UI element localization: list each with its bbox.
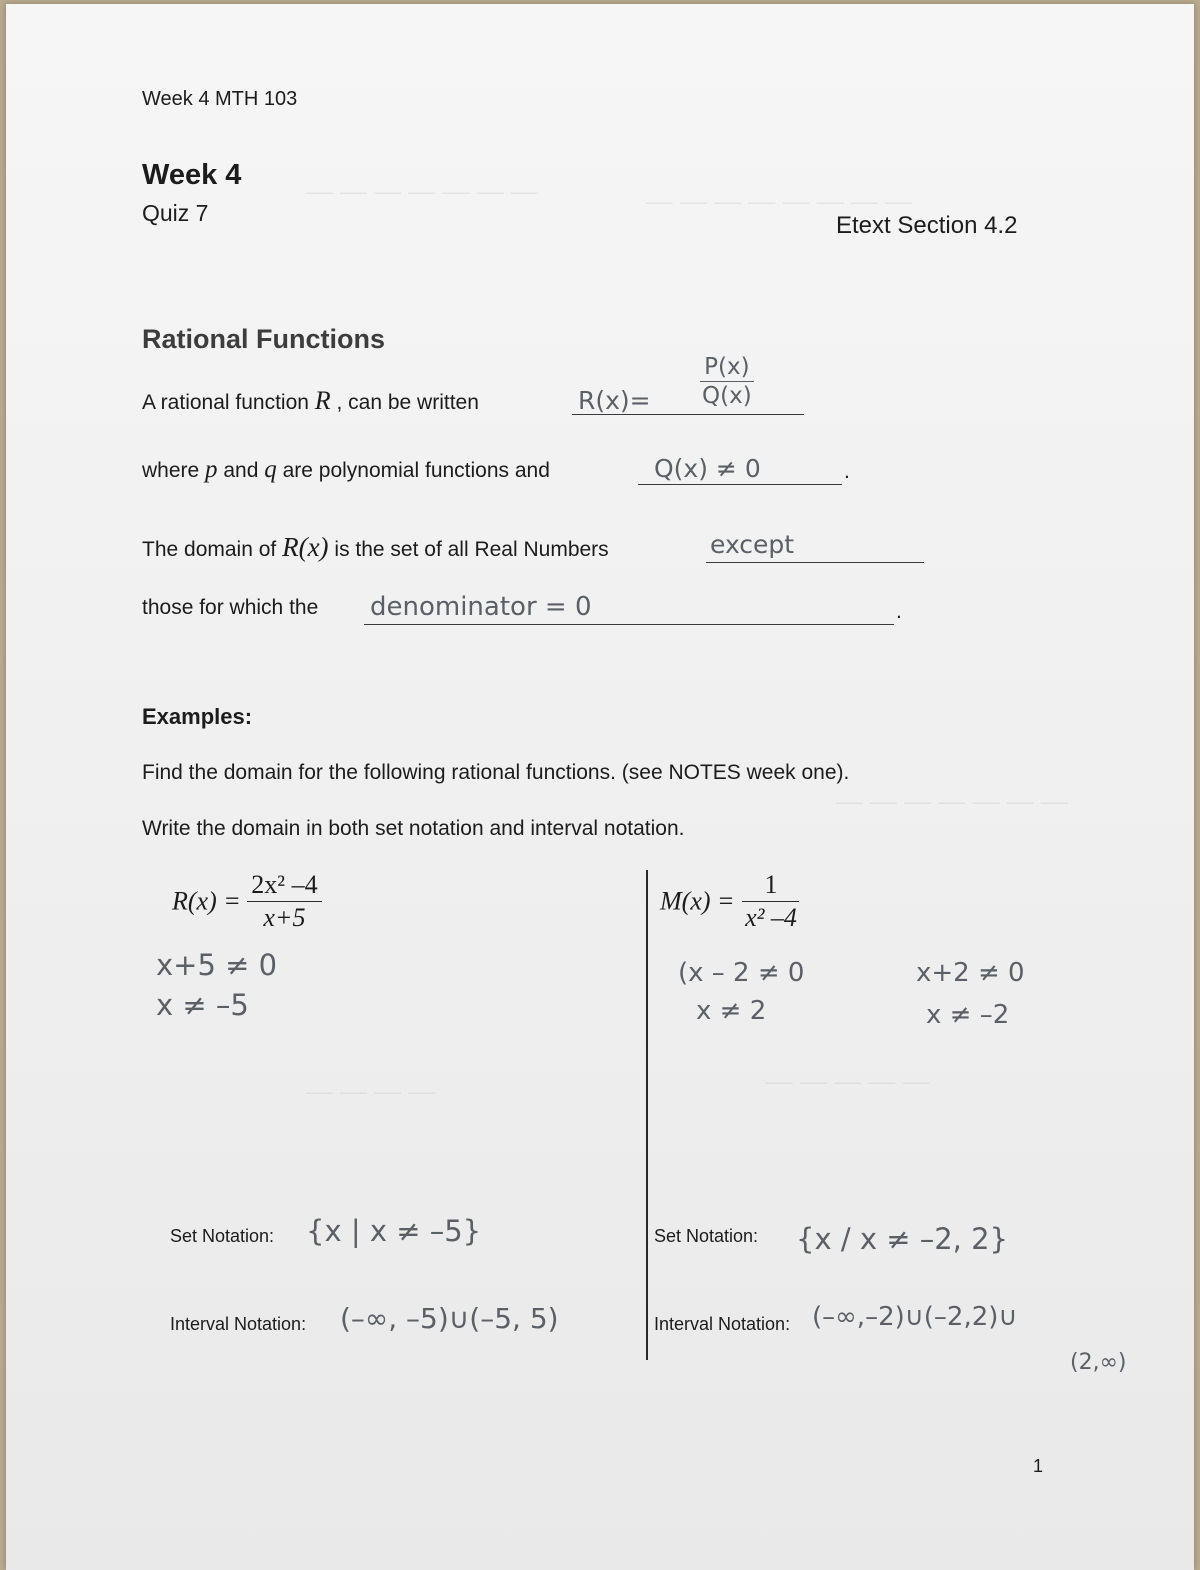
work-line-2: x ≠ 2 [696,996,767,1026]
work-line-2: x ≠ –5 [156,988,249,1022]
handwritten-except: except [710,530,795,559]
bleed-through-marks: — — — — — — — [836,784,1068,817]
period: . [896,600,902,623]
domain-line-1: The domain of R(x) is the set of all Real Numbers [142,532,609,562]
interval-notation-answer-continued: (2,∞) [1070,1350,1127,1375]
set-notation-label: Set Notation: [170,1226,275,1246]
week-title: Week 4 [142,159,242,191]
running-head: Week 4 MTH 103 [142,88,298,110]
section-title: Rational Functions [142,324,385,354]
interval-notation-label: Interval Notation: [654,1314,791,1334]
bleed-through-marks: — — — — — [766,1064,930,1097]
bleed-through-marks: — — — — — — — — [646,184,912,217]
set-notation-answer: {x | x ≠ –5} [306,1214,482,1248]
bleed-through-marks: — — — — — — — [306,174,538,207]
etext-section: Etext Section 4.2 [836,212,1018,239]
function-M: M(x) = $\frac{1}{\text{x² –4}}$ [660,870,801,933]
period: . [844,460,850,483]
function-R: R(x) = $\frac{\text{2x² –4}}{x+5}$ [172,870,322,933]
blank-line [706,562,924,563]
definition-line-2: where p and q are polynomial functions and [142,456,550,483]
definition-line-1: A rational function R , can be written [142,386,479,415]
worksheet-page [6,4,1194,1570]
interval-notation-answer: (–∞, –5)∪(–5, 5) [340,1302,559,1335]
examples-instruction-1: Find the domain for the following rational functions. (see NOTES week one). [142,761,850,784]
interval-notation-answer: (–∞,–2)∪(–2,2)∪ [812,1302,1018,1332]
page-number: 1 [1033,1456,1044,1476]
blank-line [638,484,842,485]
interval-notation-label: Interval Notation: [170,1314,307,1334]
bleed-through-marks: — — — — [306,1074,436,1107]
column-divider [646,870,648,1360]
blank-line [364,624,894,625]
set-notation-answer: {x / x ≠ –2, 2} [796,1222,1009,1256]
handwritten-fraction: $\frac{P(x)}{Q(x)}$ [702,354,752,409]
work-line-4: x ≠ –2 [926,1000,1010,1030]
work-line-3: x+2 ≠ 0 [916,958,1025,988]
work-line-1: (x – 2 ≠ 0 [678,958,805,988]
handwritten-R-of-x: R(x)= [578,386,651,415]
examples-heading: Examples: [142,704,253,729]
work-line-1: x+5 ≠ 0 [156,948,278,982]
fraction-M: $\frac{1}{\text{x² –4}}$ [741,870,801,933]
examples-instruction-2: Write the domain in both set notation and interval notation. [142,817,685,840]
handwritten-condition: Q(x) ≠ 0 [654,454,761,483]
domain-line-2: those for which the [142,596,319,619]
fraction-R: $\frac{\text{2x² –4}}{x+5}$ [247,870,321,933]
set-notation-label: Set Notation: [654,1226,759,1246]
handwritten-denominator: denominator = 0 [370,592,592,622]
quiz-label: Quiz 7 [142,200,209,226]
